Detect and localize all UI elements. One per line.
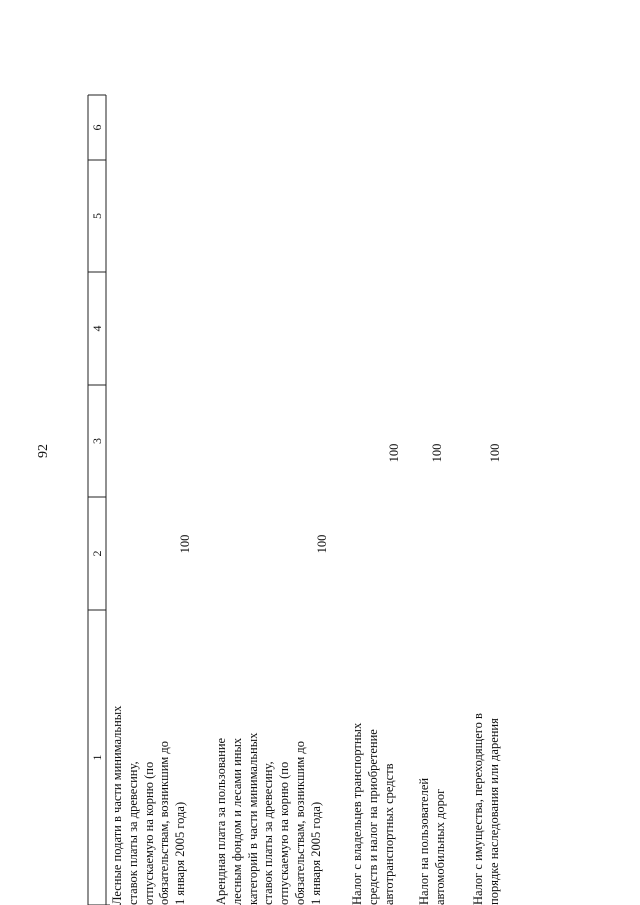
table-row-name	[471, 701, 503, 905]
table-row-name	[350, 701, 397, 905]
rotated-table	[0, 55, 640, 905]
row-name-line: лесным фондом и лесами иных	[229, 737, 244, 905]
column-header-6: 6	[90, 124, 104, 131]
row-name-line: автотранспортных средств	[381, 763, 396, 905]
row-name-line: Налог с владельцев транспортных	[350, 722, 364, 905]
column-header-3: 3	[90, 438, 104, 444]
row-name-line: автомобильных дорог	[432, 788, 447, 905]
page-number: 92	[36, 444, 51, 458]
row-name-line: отпускаемую на корню (по	[277, 761, 292, 905]
table-cell-col2: 100	[178, 534, 192, 554]
table-cell-col2: 100	[315, 534, 329, 554]
table-row-name	[417, 701, 449, 905]
row-name-line: порядке наследования или дарения	[486, 718, 501, 905]
row-name-line: обязательствам, возникшим до	[157, 740, 172, 905]
row-name-line: средств и налог на приобретение	[365, 729, 380, 905]
row-name-line: отпускаемую на корню (по	[141, 761, 156, 905]
row-name-line: Лесные подати в части минимальных	[110, 705, 124, 905]
table-row-name	[110, 701, 189, 905]
row-name-line: Налог на пользователей	[417, 777, 431, 905]
table-row-name	[214, 701, 325, 905]
row-name-line: 1 января 2005 года)	[173, 801, 188, 905]
row-name-line: категорий в части минимальных	[245, 732, 260, 905]
column-header-1: 1	[90, 754, 104, 761]
row-name-line: Налог с имущества, переходящего в	[471, 713, 485, 905]
row-name-line: обязательствам, возникшим до	[292, 740, 307, 905]
column-header-2: 2	[90, 550, 104, 557]
row-name-line: Арендная плата за пользование	[214, 737, 228, 905]
row-name-line: 1 января 2005 года)	[308, 801, 323, 905]
table-cell-col3: 100	[430, 443, 444, 463]
column-header-4: 4	[90, 325, 104, 332]
table-cell-col3: 100	[387, 443, 401, 463]
row-name-line: ставок платы за древесину,	[125, 761, 140, 905]
column-header-5: 5	[90, 213, 104, 219]
row-name-line: ставок платы за древесину,	[261, 761, 276, 905]
table-cell-col3: 100	[488, 443, 502, 463]
